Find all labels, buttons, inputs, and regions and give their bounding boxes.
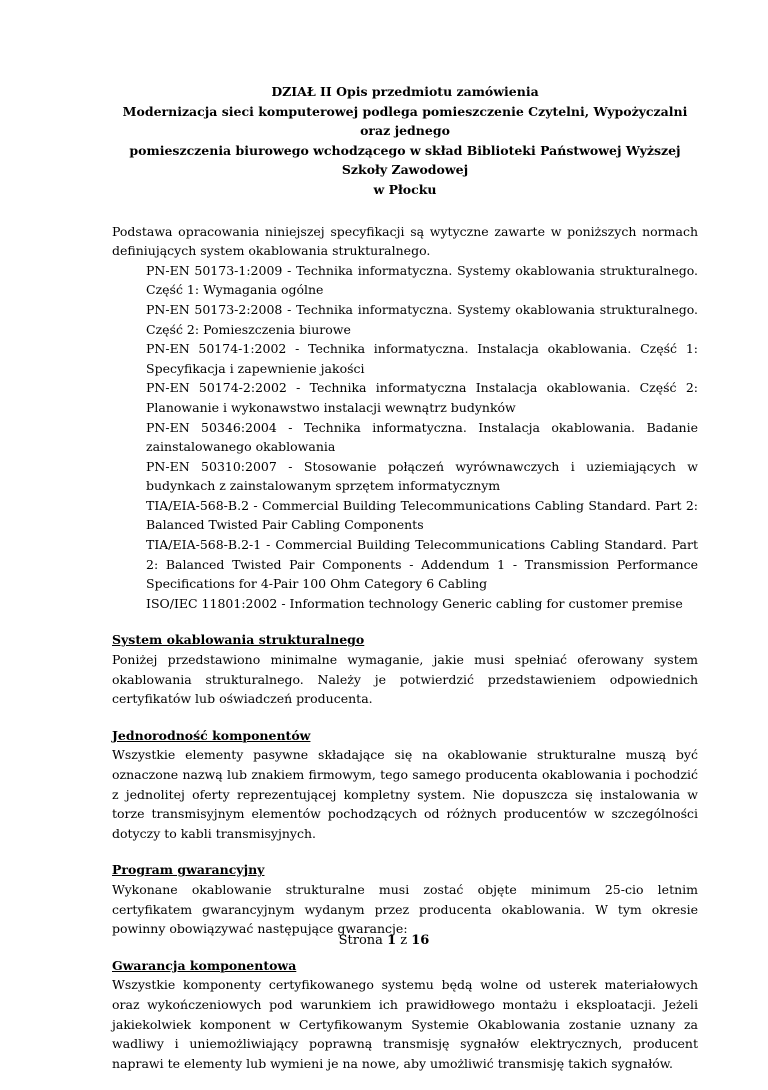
section-title: Jednorodność komponentów xyxy=(112,727,311,743)
section-uniformity xyxy=(112,726,698,844)
header-line-4: w Płocku xyxy=(373,181,437,197)
section-warranty-program xyxy=(112,860,698,938)
norms-list xyxy=(146,261,698,614)
footer-current-page: 1 xyxy=(387,933,397,948)
section-title: Program gwarancyjny xyxy=(112,862,265,878)
norm-item: ISO/IEC 11801:2002 - Information technology Generic cabling for customer premise xyxy=(146,595,683,611)
header-line-2: Modernizacja sieci komputerowej podlega pomieszczenie Czytelni, Wypożyczalni oraz jednego xyxy=(122,103,688,139)
section-body: Wszystkie elementy pasywne składające się na okablowanie strukturalne muszą być oznaczone nazwą lub znakiem firmowym, tego samego producenta okablowania i pochodzić z jednolitej oferty reprezentującej kompletny system. Nie dopuszcza się instalowania w torze transmisyjnym elementów pochodzących od różnych producentów w szczególności dotyczy to kabli transmisyjnych. xyxy=(112,747,698,841)
norm-item: TIA/EIA-568-B.2 - Commercial Building Telecommunications Cabling Standard. Part 2: Balanced Twisted Pair Cabling Components xyxy=(146,497,698,533)
section-title: Gwarancja komponentowa xyxy=(112,957,297,973)
norm-item: PN-EN 50310:2007 - Stosowanie połączeń wyrównawczych i uziemiających w budynkach z zainstalowanym sprzętem informatycznym xyxy=(146,458,698,494)
section-body: Wszystkie komponenty certyfikowanego systemu będą wolne od usterek materiałowych oraz wykończeniowych pod warunkiem ich prawidłowego montażu i eksploatacji. Jeżeli jakiekolwiek komponent w Certyfikowanym Systemie Okablowania zostanie uznany za wadliwy i uniemożliwiający poprawną transmisję sygnałów elektrycznych, producent naprawi te elementy lub wymieni je na nowe, aby umożliwić transmisję takich sygnałów. xyxy=(112,977,698,1071)
norm-item: PN-EN 50174-2:2002 - Technika informatyczna Instalacja okablowania. Część 2: Planowanie i wykonawstwo instalacji wewnątrz budynków xyxy=(146,380,698,415)
section-component-warranty xyxy=(112,956,698,1074)
norm-item: PN-EN 50346:2004 - Technika informatyczna. Instalacja okablowania. Badanie zainstalowanego okablowania xyxy=(146,419,698,455)
footer-separator: z xyxy=(400,933,408,948)
intro-paragraph: Podstawa opracowania niniejszej specyfikacji są wytyczne zawarte w poniższych normach definiujących system okablowania strukturalnego. xyxy=(112,223,698,259)
section-body: Poniżej przedstawiono minimalne wymaganie, jakie musi spełniać oferowany system okablowania strukturalnego. Należy je potwierdzić przedstawieniem odpowiednich certyfikatów lub oświadczeń producenta. xyxy=(112,652,698,707)
norm-item: TIA/EIA-568-B.2-1 - Commercial Building Telecommunications Cabling Standard. Part 2: Balanced Twisted Pair Components - Addendum 1 - Transmission Performance Specifications for 4-Pair 100 Ohm Category 6 Cabling xyxy=(146,537,698,592)
norm-item: PN-EN 50173-2:2008 - Technika informatyczna. Systemy okablowania strukturalnego. Część 2: Pomieszczenia biurowe xyxy=(146,301,698,337)
page-footer xyxy=(0,933,768,948)
section-body: Wykonane okablowanie strukturalne musi zostać objęte minimum 25-cio letnim certyfikatem gwarancyjnym wydanym przez producenta okablowania. W tym okresie powinny obowiązywać następujące gwarancje: xyxy=(112,881,698,937)
footer-total-pages: 16 xyxy=(411,933,430,948)
norm-item: PN-EN 50174-1:2002 - Technika informatyczna. Instalacja okablowania. Część 1: Specyfikacja i zapewnienie jakości xyxy=(146,341,698,376)
section-system xyxy=(112,630,698,708)
header-line-1: DZIAŁ II Opis przedmiotu zamówienia xyxy=(271,84,539,99)
document-header xyxy=(112,82,698,200)
norm-item: PN-EN 50173-1:2009 - Technika informatyczna. Systemy okablowania strukturalnego. Część 1: Wymagania ogólne xyxy=(146,262,698,298)
header-line-3: pomieszczenia biurowego wchodzącego w skład Biblioteki Państwowej Wyższej Szkoły Zawodowej xyxy=(129,142,681,178)
section-title: System okablowania strukturalnego xyxy=(112,632,365,648)
footer-label: Strona xyxy=(338,933,383,948)
